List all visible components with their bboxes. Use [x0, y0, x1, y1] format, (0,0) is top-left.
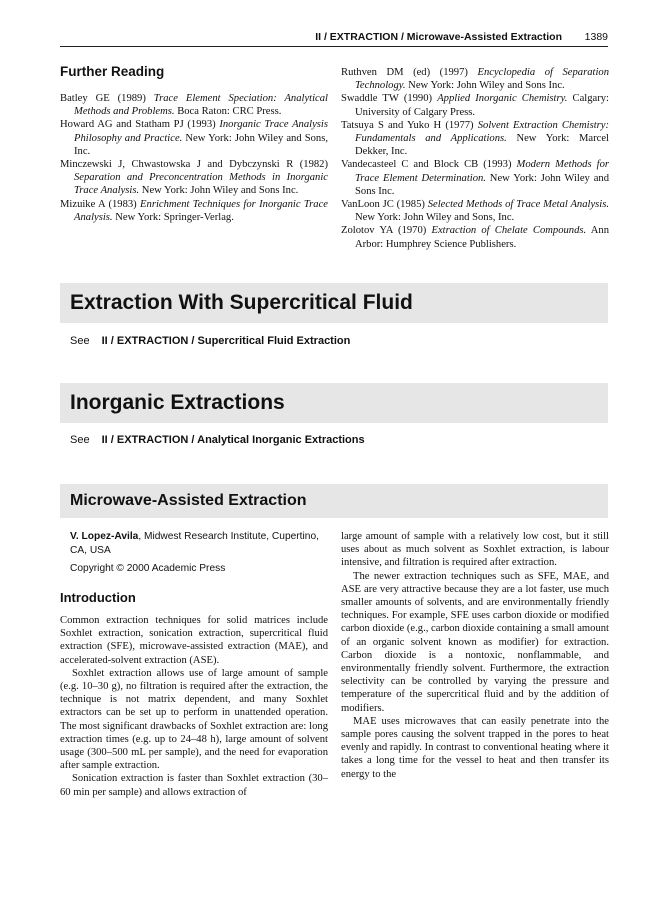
- reference-authors: Ruthven DM (ed) (1997): [341, 67, 478, 78]
- reference-item: [341, 224, 609, 250]
- see-also-supercritical: [70, 335, 350, 347]
- reference-title: Separation and Preconcentration Methods in Inorganic Trace Analysis.: [74, 172, 328, 197]
- reference-title: Modern Methods for Trace Element Determination.: [355, 159, 609, 184]
- header-rule: [60, 46, 608, 47]
- reference-authors: Minczewski J, Chwastowska J and Dybczynski R (1982): [60, 159, 328, 171]
- body-paragraph: large amount of sample with a relatively low cost, but it still uses about as much solvent as Soxhlet extraction, is labour intensive, and filtration is required after extraction.: [341, 531, 609, 569]
- reference-authors: Tatsuya S and Yuko H (1977): [341, 119, 478, 131]
- further-reading-heading: Further Reading: [60, 64, 165, 79]
- further-reading-left-column: [60, 92, 328, 224]
- reference-title: Trace Element Speciation: Analytical Methods and Problems.: [74, 93, 328, 118]
- see-also-inorganic: [70, 434, 365, 446]
- introduction-heading: Introduction: [60, 590, 136, 605]
- affiliation-text: , Midwest Research Institute, Cupertino, CA, USA: [70, 531, 319, 556]
- reference-item: [60, 118, 328, 158]
- article-right-column: [341, 530, 609, 781]
- reference-item: [341, 119, 609, 159]
- copyright-line: Copyright © 2000 Academic Press: [70, 563, 226, 574]
- running-head: [60, 29, 608, 45]
- reference-authors: Batley GE (1989): [60, 93, 154, 104]
- reference-authors: Vandecasteel C and Block CB (1993): [341, 159, 517, 171]
- reference-publisher: New York: John Wiley and Sons Inc.: [139, 185, 299, 197]
- body-paragraph: Common extraction techniques for solid matrices include Soxhlet extraction, sonication extraction, supercritical fluid extraction (SFE), microwave-assisted extraction (MAE), and accelerated-solvent extraction (ASE).: [60, 615, 328, 666]
- section-title-microwave: Microwave-Assisted Extraction: [60, 484, 608, 518]
- reference-title: Enrichment Techniques for Inorganic Trace Analysis.: [74, 198, 328, 223]
- body-paragraph: Sonication extraction is faster than Soxhlet extraction (30–60 min per sample) and allows extraction of: [60, 773, 328, 798]
- reference-publisher: New York: John Wiley and Sons Inc.: [355, 172, 609, 197]
- reference-item: [341, 92, 609, 118]
- reference-publisher: New York: Marcel Dekker, Inc.: [355, 133, 609, 158]
- reference-item: [341, 158, 609, 198]
- reference-item: [60, 158, 328, 198]
- reference-authors: Howard AG and Statham PJ (1993): [60, 119, 220, 131]
- body-paragraph: The newer extraction techniques such as SFE, MAE, and ASE are very attractive because they are a lot faster, use much smaller amounts of solvents, and are environmentally friendly techniques. For example, SFE uses carbon dioxide or modified carbon dioxide (e.g., carbon dioxide containing a small amount of an organic solvent known as modifier) for extraction. Carbon dioxide is a nontoxic, nonflammable, and environmentally friendly solvent. Furthermore, the extraction selectivity can be controlled by varying the pressure and temperature of the supercritical fluid and by the addition of modifiers.: [341, 570, 610, 714]
- reference-publisher: New York: John Wiley and Sons, Inc.: [355, 212, 515, 224]
- page-number: 1389: [584, 31, 608, 43]
- reference-title: Encyclopedia of Separation Technology.: [355, 67, 609, 92]
- reference-publisher: New York: John Wiley and Sons Inc.: [405, 80, 565, 92]
- further-reading-right-column: [341, 66, 609, 251]
- reference-authors: VanLoon JC (1985): [341, 199, 428, 211]
- cross-reference-link[interactable]: II / EXTRACTION / Analytical Inorganic Extractions: [101, 434, 365, 446]
- reference-title: Selected Methods of Trace Metal Analysis.: [427, 199, 609, 211]
- reference-publisher: New York: Springer-Verlag.: [112, 211, 234, 223]
- section-title-inorganic: Inorganic Extractions: [60, 383, 608, 423]
- see-label: See: [70, 434, 90, 446]
- reference-publisher: New York: John Wiley and Sons, Inc.: [74, 132, 328, 157]
- reference-publisher: Calgary: University of Calgary Press.: [355, 93, 609, 118]
- body-paragraph: MAE uses microwaves that can easily penetrate into the sample pores causing the solvent trapped in the pores to heat evenly and rapidly. In contrast to conventional heating where it takes a long time for the vessel to heat and then transfer its energy to the: [341, 715, 609, 780]
- reference-publisher: Ann Arbor: Humphrey Science Publishers.: [355, 225, 610, 250]
- reference-item: [341, 66, 609, 92]
- author-affiliation: [70, 530, 328, 558]
- reference-title: Applied Inorganic Chemistry.: [437, 93, 568, 105]
- reference-authors: Swaddle TW (1990): [341, 93, 438, 105]
- reference-authors: Zolotov YA (1970): [341, 225, 432, 237]
- reference-title: Solvent Extraction Chemistry: Fundamentals and Applications.: [355, 119, 609, 145]
- see-label: See: [70, 335, 90, 347]
- reference-publisher: Boca Raton: CRC Press.: [174, 106, 282, 118]
- body-paragraph: Soxhlet extraction allows use of large amount of sample (e.g. 10–30 g), no filtration is required after the extraction, the technique is not matrix dependent, and many Soxhlet extractors can be set up to perform in unattended operation. The most significant drawbacks of Soxhlet extraction are: long extraction times (e.g. up to 24–48 h), large amount of solvent usage (300–500 mL per sample), and the need for evaporation after sample extraction.: [60, 667, 328, 772]
- reference-authors: Mizuike A (1983): [60, 198, 141, 210]
- cross-reference-link[interactable]: II / EXTRACTION / Supercritical Fluid Extraction: [101, 335, 351, 347]
- author-name: V. Lopez-Avila: [70, 531, 139, 542]
- running-head-title: II / EXTRACTION / Microwave-Assisted Extraction: [315, 31, 562, 43]
- reference-item: [60, 92, 328, 118]
- reference-item: [341, 198, 609, 224]
- reference-item: [60, 198, 328, 224]
- reference-title: Inorganic Trace Analysis Philosophy and Practice.: [74, 119, 328, 144]
- section-title-supercritical: Extraction With Supercritical Fluid: [60, 283, 608, 323]
- reference-title: Extraction of Chelate Compounds.: [431, 225, 587, 237]
- article-left-column: [60, 614, 328, 799]
